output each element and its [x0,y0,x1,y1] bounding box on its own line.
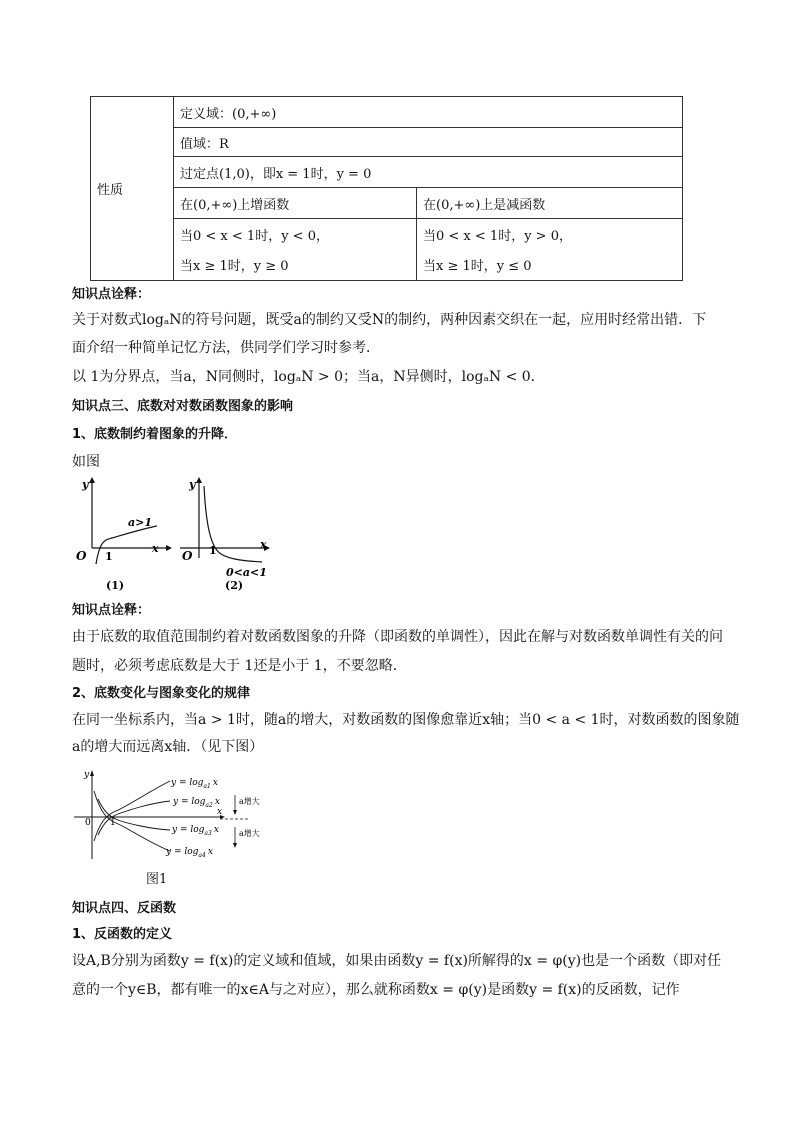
graph3-x-label: x [217,807,223,817]
note1-paragraph-2: 面介绍一种简单记忆方法，供同学们学习时参考． [72,340,380,356]
graph2-x-label: x [260,538,267,551]
graph-increasing [72,476,172,594]
graph3-origin-label: 0 [85,818,91,828]
graph1-curve-label: a>1 [128,516,152,529]
curve-label-a4: $y = \log_{a4} x$ [166,847,213,859]
graph1-origin-label: O [76,549,87,563]
graph1-one-label: 1 [105,550,113,563]
note2-title: 知识点诠释： [72,603,151,618]
graph3-y-label: y [84,770,90,780]
point3-title: 知识点三、底数对对数函数图象的影响 [72,399,294,414]
note2-paragraph-1: 由于底数的取值范围制约着对数函数图象的升降（即函数的单调性），因此在解与对数函数单调性有关的问 [72,629,723,645]
domain-cell: 定义域：(0,+∞) [174,97,683,128]
note2-paragraph-2: 题时，必须考虑底数是大于 1还是小于 1，不要忽略． [72,658,407,674]
rule-paragraph-1: 在同一坐标系内，当a > 1时，随a的增大，对数函数的图像愈靠近x轴；当0 < a < 1时，对数函数的图象随 [72,712,740,728]
as-figure-text: 如图 [72,454,100,470]
properties-table [90,96,683,281]
fixed-point-cell: 过定点(1,0)，即x = 1时，y = 0 [174,157,683,188]
note1-paragraph-3: 以 1为分界点，当a，N同侧时，logₐN > 0；当a，N异侧时，logₐN < 0． [72,369,545,385]
increasing-case-1: 当0 < x < 1时，y < 0， [174,219,417,250]
graph3-increase-label-2: a增大 [239,829,260,838]
graph2-origin-label: O [182,549,193,563]
note1-paragraph-1: 关于对数式logₐN的符号问题，既受a的制约又受N的制约，两种因素交织在一起，应用时经常出错．下 [72,312,707,328]
point4-subtitle-1: 1、反函数的定义 [72,927,173,942]
graph2-caption: (2) [225,579,244,592]
graph-decreasing [176,476,276,594]
point3-subtitle-2: 2、底数变化与图象变化的规律 [72,686,251,701]
graph2-y-label: y [189,478,196,491]
graph-log-family [70,767,270,862]
graph3-one-label: 1 [110,818,116,828]
graph2-curve-label: 0<a<1 [226,566,267,579]
graph2-one-label: 1 [209,544,217,557]
decreasing-case-1: 当0 < x < 1时，y > 0， [417,219,683,250]
point3-subtitle-1: 1、底数制约着图象的升降． [72,427,238,442]
figure1-caption: 图1 [146,872,168,887]
curve-label-a1: $y = \log_{a1} x$ [171,778,218,790]
curve-label-a2: $y = \log_{a2} x$ [173,797,220,809]
definition-paragraph-2: 意的一个y∈B，都有唯一的x∈A与之对应），那么就称函数x = φ(y)是函数y = f(x)的反函数，记作 [72,982,680,998]
definition-paragraph-1: 设A,B分别为函数y = f(x)的定义域和值域，如果由函数y = f(x)所解得的x = φ(y)也是一个函数（即对任 [72,953,722,969]
row-header-properties: 性质 [91,97,174,281]
graph1-caption: (1) [106,579,125,592]
increasing-case-2: 当x ≥ 1时，y ≥ 0 [174,250,417,281]
curve-label-a3: $y = \log_{a3} x$ [172,825,219,837]
decreasing-cell: 在(0,+∞)上是减函数 [417,188,683,219]
rule-paragraph-2: a的增大而远离x轴．（见下图） [72,739,264,755]
graph1-y-label: y [82,478,89,491]
decreasing-case-2: 当x ≥ 1时，y ≤ 0 [417,250,683,281]
increasing-cell: 在(0,+∞)上增函数 [174,188,417,219]
graph3-increase-label-1: a增大 [239,797,260,806]
point4-title: 知识点四、反函数 [72,901,177,916]
graph1-x-label: x [152,542,159,555]
range-cell: 值域：R [174,128,683,157]
note1-title: 知识点诠释： [72,287,151,302]
